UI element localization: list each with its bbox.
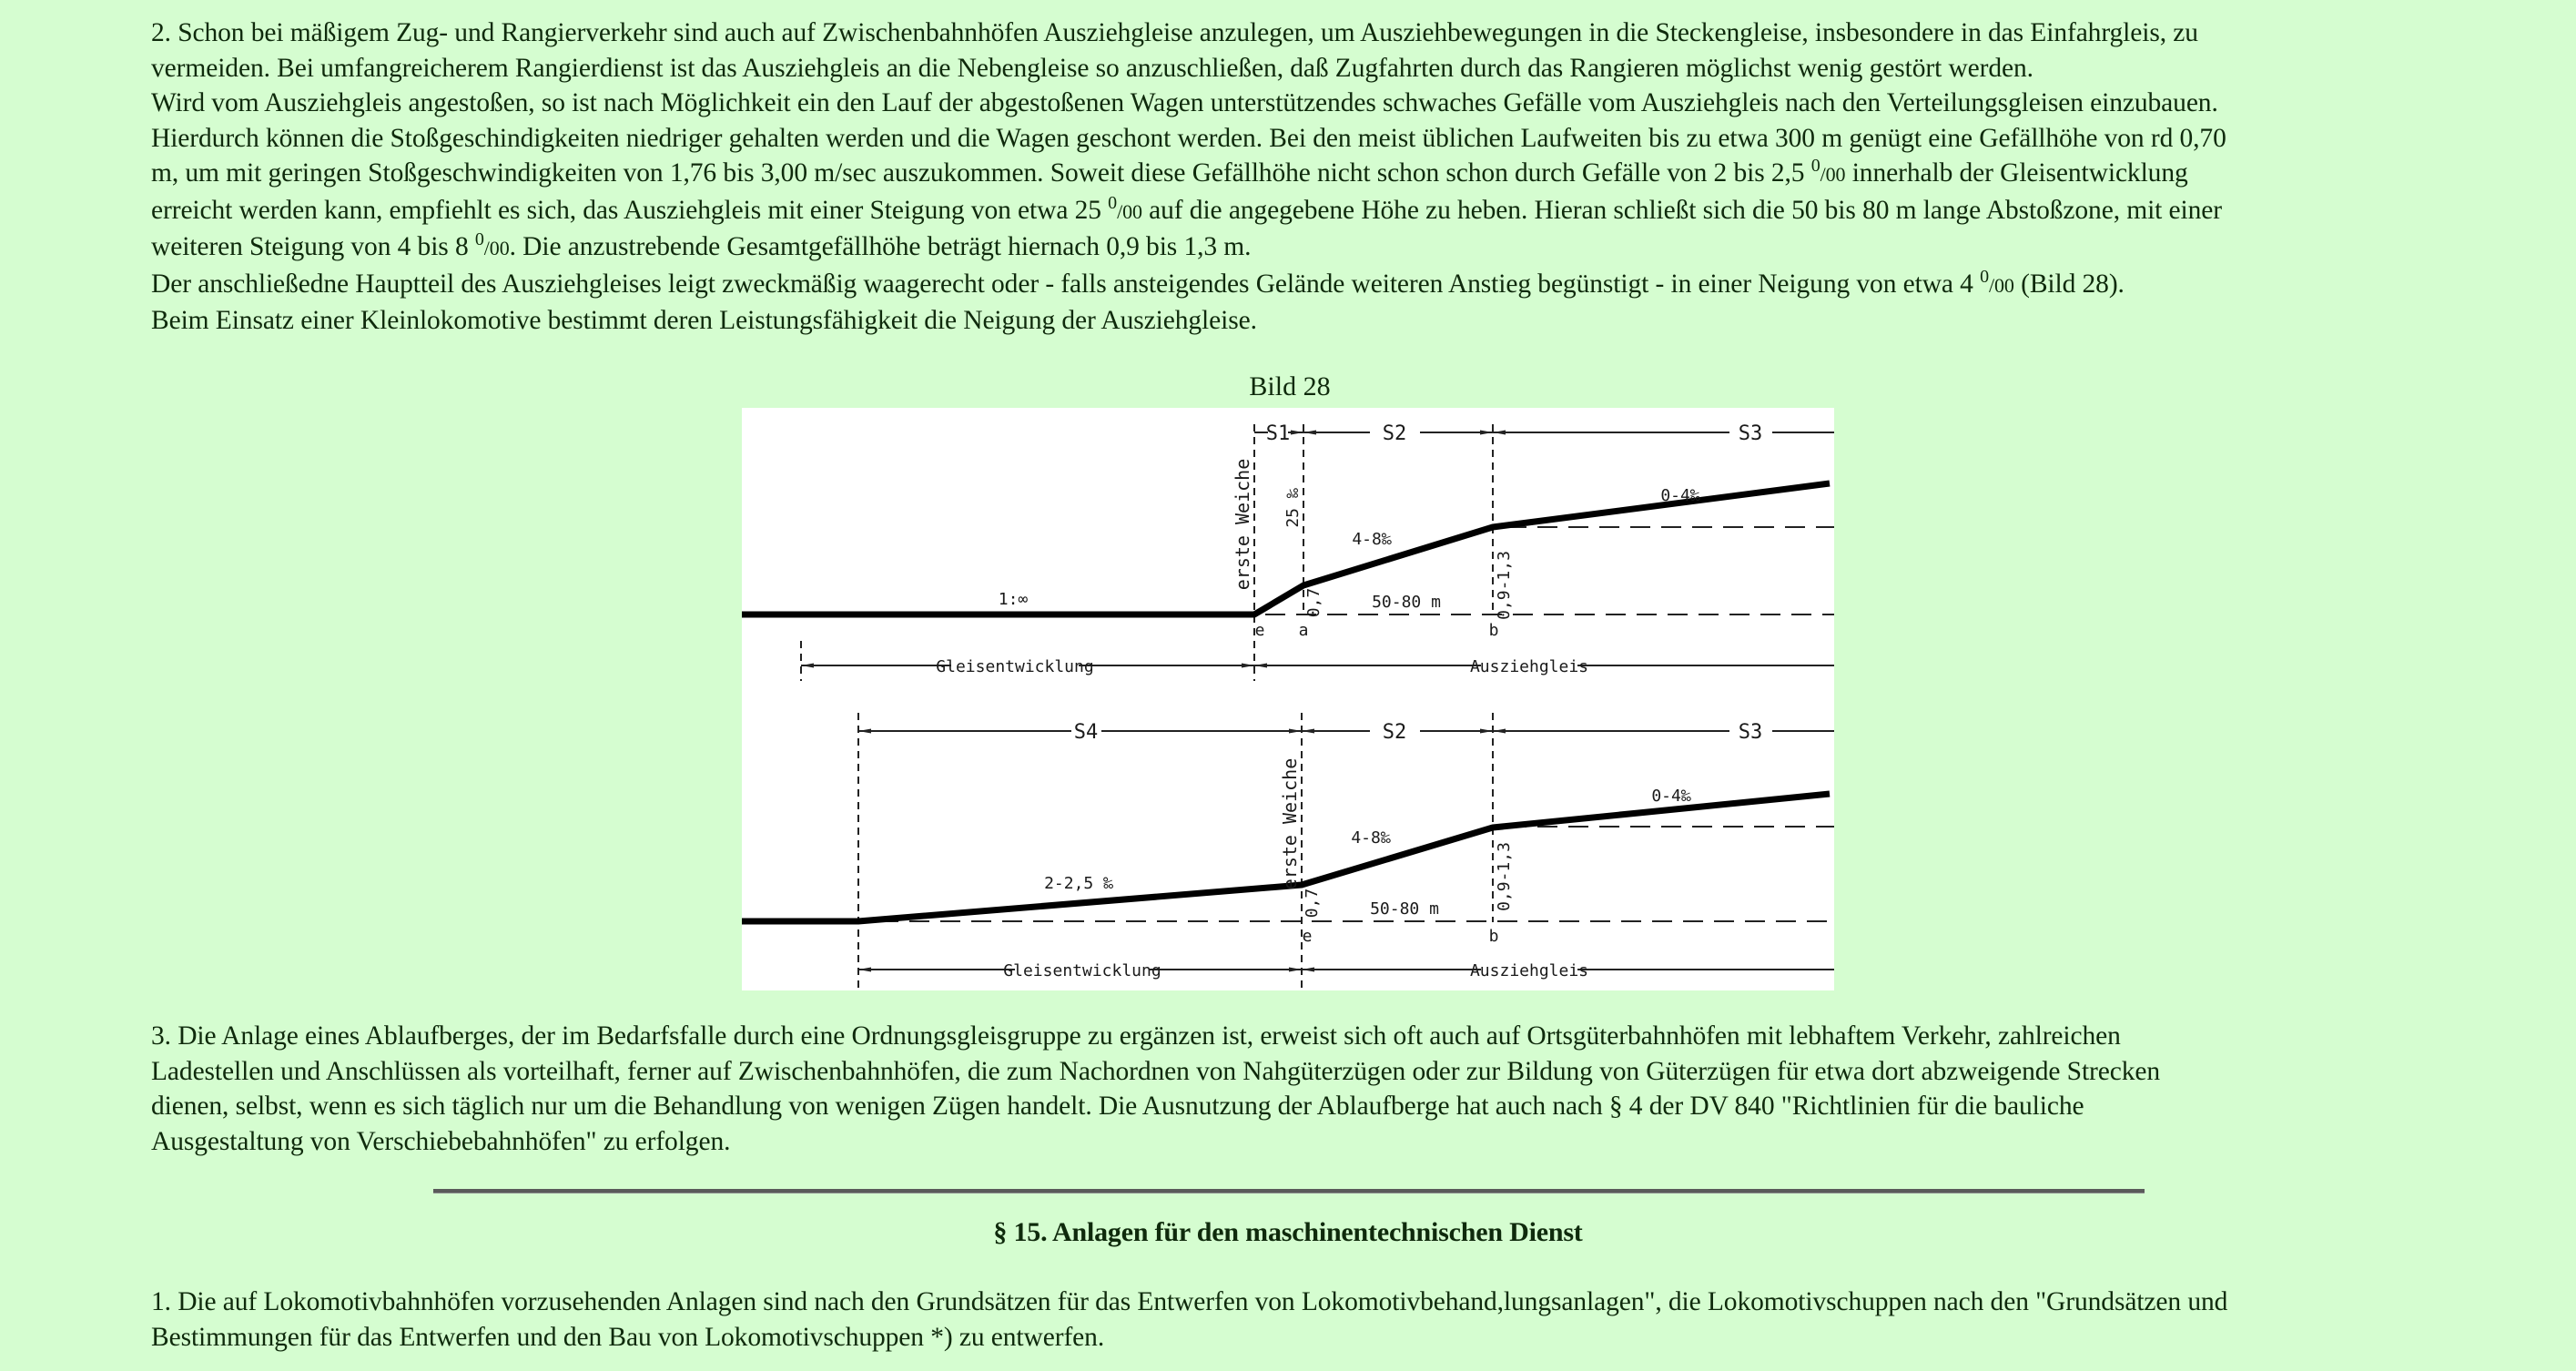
text-fragment: weiteren Steigung von 4 bis 8 <box>151 232 475 261</box>
height-label-0-9-1-3: 0,9-1,3 <box>1495 842 1514 911</box>
paragraph-4 <box>151 1285 2445 1355</box>
figure-caption <box>0 371 2576 402</box>
span-label-gleisentwicklung: Gleisentwicklung <box>1003 961 1161 980</box>
dimension-label-s1: S1 <box>1265 422 1291 445</box>
permil-denominator: /00 <box>1820 163 1846 186</box>
figure-caption-text: Bild 28 <box>1249 371 1331 401</box>
point-label-a: a <box>1298 621 1309 640</box>
height-label-0-9-1-3: 0,9-1,3 <box>1495 551 1514 620</box>
text-line: Wird vom Ausziehgleis angestoßen, so ist nach Möglichkeit ein den Lauf der abgestoßenen Wagen unterstützendes schwaches Gefälle vom Ausziehgleis nach den Verteilungsgleisen einzubauen. <box>151 88 2218 117</box>
height-label-0-7: 0,7 <box>1304 587 1323 618</box>
flat-grade-label: 1:∞ <box>998 590 1029 609</box>
text-line: Ausgestaltung von Verschiebebahnhöfen" zu erfolgen. <box>151 1126 731 1156</box>
paragraph-3 <box>151 1019 2445 1159</box>
grade-label-2-2-5: 2-2,5 ‰ <box>1044 874 1113 893</box>
dimension-label-s2: S2 <box>1382 721 1407 744</box>
grade-label-0-4: 0-4‰ <box>1651 787 1691 806</box>
zone-length-label: 50-80 m <box>1372 593 1441 612</box>
span-label-ausziehgleis: Ausziehgleis <box>1469 961 1589 980</box>
text-fragment: Der anschließedne Hauptteil des Ausziehgleises leigt zweckmäßig waagerecht oder - falls ansteigendes Gelände weiteren Anstieg begünstigt - in einer Neigung von etwa 4 <box>151 269 1981 299</box>
grade-label-0-4: 0-4‰ <box>1660 486 1700 505</box>
text-fragment: erreicht werden kann, empfiehlt es sich, das Ausziehgleis mit einer Steigung von etwa 25 <box>151 195 1109 225</box>
top-diagram <box>742 422 1834 681</box>
dimension-label-s3: S3 <box>1738 422 1763 445</box>
text-line: Hierdurch können die Stoßgeschindigkeiten niedriger gehalten werden und die Wagen geschont werden. Bei den meist üblichen Laufweiten bis zu etwa 300 m genügt eine Gefällhöhe von rd 0,70 <box>151 123 2226 153</box>
dimension-label-s2: S2 <box>1382 422 1407 445</box>
point-label-e: e <box>1254 621 1265 640</box>
text-line <box>151 229 2445 267</box>
text-fragment: innerhalb der Gleisentwicklung <box>1845 158 2188 188</box>
permil-denominator: /00 <box>1989 273 2014 297</box>
permil-superscript: 0 <box>474 229 484 249</box>
text-line: vermeiden. Bei umfangreicherem Rangierdienst ist das Ausziehgleis an die Nebengleise so anzuschließen, daß Zugfahrten durch das Rangieren möglichst wenig gestört werden. <box>151 53 2033 83</box>
permil-denominator: /00 <box>1117 199 1142 223</box>
point-label-e: e <box>1302 927 1313 946</box>
bottom-diagram <box>742 713 1834 990</box>
text-fragment: (Bild 28). <box>2013 269 2125 299</box>
text-line: dienen, selbst, wenn es sich täglich nur um die Behandlung von wenigen Zügen handelt. Die Ausnutzung der Ablaufberge hat auch nach § 4 der DV 840 "Richtlinien für die bauliche <box>151 1092 2084 1121</box>
vertical-label-erste-weiche: erste Weiche <box>1232 458 1253 591</box>
grade-label-4-8: 4-8‰ <box>1351 828 1391 848</box>
text-fragment: . Die anzustrebende Gesamtgefällhöhe beträgt hiernach 0,9 bis 1,3 m. <box>509 232 1252 261</box>
permil-superscript: 0 <box>1108 192 1118 213</box>
vertical-label-erste-weiche: erste Weiche <box>1279 757 1301 890</box>
text-line <box>151 156 2445 193</box>
paragraph-2 <box>151 15 2445 339</box>
permil-denominator: /00 <box>483 237 510 259</box>
point-label-b: b <box>1488 621 1499 640</box>
text-fragment: m, um mit geringen Stoßgeschwindigkeiten von 1,76 bis 3,00 m/sec auszukommen. Soweit diese Gefällhöhe nicht schon schon durch Gefälle von 2 bis 2,5 <box>151 158 1811 188</box>
grade-label-25: 25 ‰ <box>1283 488 1303 528</box>
text-line: Bestimmungen für das Entwerfen und den Bau von Lokomotivschuppen *) zu entwerfen. <box>151 1322 1105 1352</box>
grade-label-4-8: 4-8‰ <box>1352 530 1392 549</box>
text-line: Beim Einsatz einer Kleinlokomotive bestimmt deren Leistungsfähigkeit die Neigung der Ausziehgleise. <box>151 306 1257 335</box>
section-heading: § 15. Anlagen für den maschinentechnischen Dienst <box>993 1217 1583 1247</box>
text-line: 3. Die Anlage eines Ablaufberges, der im Bedarfsfalle durch eine Ordnungsgleisgruppe zu ergänzen ist, erweist sich oft auch auf Ortsgüterbahnhöfen mit lebhaftem Verkehr, zahlreichen <box>151 1021 2121 1051</box>
zone-length-label: 50-80 m <box>1370 899 1439 919</box>
span-label-ausziehgleis: Ausziehgleis <box>1469 657 1589 676</box>
text-line: Ladestellen und Anschlüssen als vorteilhaft, ferner auf Zwischenbahnhöfen, die zum Nachordnen von Nahgüterzügen oder zur Bildung von Güterzügen für etwa dort abzweigende Strecken <box>151 1056 2161 1086</box>
track-profile-diagram <box>742 408 1834 990</box>
text-line: 1. Die auf Lokomotivbahnhöfen vorzusehenden Anlagen sind nach den Grundsätzen für das Entwerfen von Lokomotivbehand,lungsanlagen", die Lokomotivschuppen nach den "Grundsätzen und <box>151 1287 2228 1316</box>
text-fragment: auf die angegebene Höhe zu heben. Hieran schließt sich die 50 bis 80 m lange Abstoßzone, mit einer <box>1141 195 2223 225</box>
permil-superscript: 0 <box>1810 156 1820 176</box>
figure-bild-28 <box>742 408 1834 990</box>
point-label-b: b <box>1488 927 1499 946</box>
text-line: 2. Schon bei mäßigem Zug- und Rangierverkehr sind auch auf Zwischenbahnhöfen Ausziehgleise anzulegen, um Ausziehbewegungen in die Steckengleise, insbesondere in das Einfahrgleis, zu <box>151 18 2198 47</box>
span-label-gleisentwicklung: Gleisentwicklung <box>936 657 1094 676</box>
permil-superscript: 0 <box>1980 266 1990 287</box>
dimension-label-s4: S4 <box>1073 721 1099 744</box>
text-line <box>151 193 2445 230</box>
horizontal-rule <box>433 1189 2145 1193</box>
dimension-label-s3: S3 <box>1738 721 1763 744</box>
text-line <box>151 267 2445 304</box>
height-label-0-7: 0,7 <box>1303 888 1322 919</box>
